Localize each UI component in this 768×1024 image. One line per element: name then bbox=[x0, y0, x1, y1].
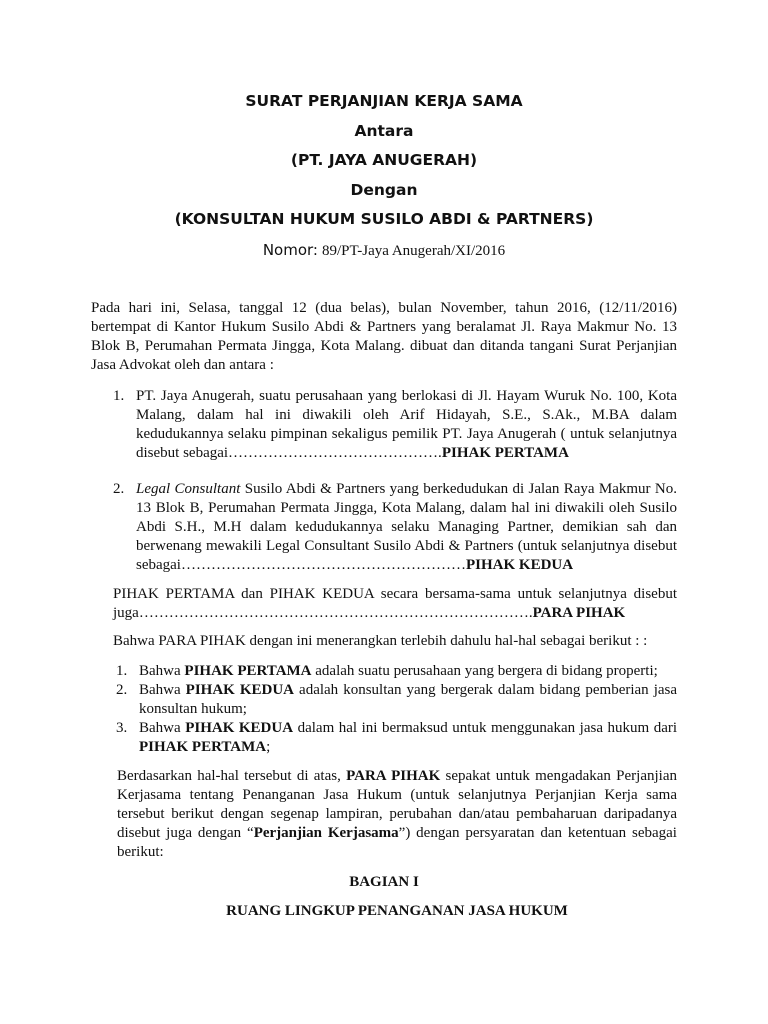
berdasarkan-bold1: PARA PIHAK bbox=[346, 768, 441, 784]
para-pihak-paragraph bbox=[113, 585, 677, 623]
party1-paragraph bbox=[136, 387, 677, 463]
bahwa-item2-bold: PIHAK KEDUA bbox=[185, 682, 295, 698]
party2-text: Susilo Abdi & Partners yang berkedudukan di Jalan Raya Makmur No. 13 Blok B, Perumahan Permata Jingga, Kota Malang, dalam hal ini diwakili oleh Susilo Abdi S.H., M.H dalam kedudukannya selaku Managing Partner, demikian sah dan berwenang mewakili Legal Consultant Susilo Abdi & Partners (untuk selanjutnya disebut sebagai………………………………………………… bbox=[136, 481, 677, 573]
bahwa-item2-number: 2. bbox=[116, 682, 128, 698]
nomor-value: 89/PT-Jaya Anugerah/XI/2016 bbox=[321, 243, 506, 259]
bahwa-intro: Bahwa PARA PIHAK dengan ini menerangkan terlebih dahulu hal-hal sebagai berikut : : bbox=[113, 633, 648, 649]
berdasarkan-mid: sepakat untuk mengadakan Perjanjian Kerjasama tentang Penanganan Jasa Hukum (untuk selanjutnya Perjanjian Kerja sama tersebut berikut dengan segenap lampiran, perubahan dan/atau pembaharuan daripadanya disebut juga dengan “ bbox=[117, 768, 677, 841]
bahwa-item1-post: adalah suatu perusahaan yang bergera di bidang properti; bbox=[311, 663, 658, 679]
party2-number: 2. bbox=[113, 481, 125, 497]
bahwa-item3-bold: PIHAK KEDUA bbox=[185, 720, 294, 736]
party2-heading: (KONSULTAN HUKUM SUSILO ABDI & PARTNERS) bbox=[174, 210, 594, 228]
bahwa-item3-pre: Bahwa bbox=[139, 720, 186, 736]
section-title: RUANG LINGKUP PENANGANAN JASA HUKUM bbox=[226, 903, 568, 919]
bahwa-item3-post2: ; bbox=[266, 739, 271, 755]
para-pihak-term: PARA PIHAK bbox=[532, 605, 626, 621]
party2-paragraph bbox=[136, 480, 677, 575]
bahwa-item1-number: 1. bbox=[116, 663, 128, 679]
bahwa-item3-number: 3. bbox=[116, 720, 128, 736]
bahwa-item1 bbox=[139, 662, 677, 681]
berdasarkan-post: ”) dengan persyaratan dan ketentuan sebagai berikut: bbox=[117, 825, 677, 860]
berdasarkan-paragraph bbox=[117, 767, 677, 862]
dengan-heading: Dengan bbox=[350, 181, 418, 199]
bahwa-item1-bold: PIHAK PERTAMA bbox=[184, 663, 312, 679]
document-title: SURAT PERJANJIAN KERJA SAMA bbox=[245, 92, 523, 110]
bahwa-item1-pre: Bahwa bbox=[139, 663, 185, 679]
party1-role: PIHAK PERTAMA bbox=[441, 445, 569, 461]
party1-number: 1. bbox=[113, 388, 125, 404]
berdasarkan-bold2: Perjanjian Kerjasama bbox=[253, 825, 399, 841]
para-pihak-line2: juga……………………………………………………………………. bbox=[113, 605, 533, 621]
party1-text: PT. Jaya Anugerah, suatu perusahaan yang berlokasi di Jl. Hayam Wuruk No. 100, Kota Malang, dalam hal ini diwakili oleh Arif Hidayah, S.E., S.Ak., M.BA dalam kedudukannya selaku pimpinan sekaligus pemilik PT. Jaya Anugerah ( untuk selanjutnya disebut sebagai……………………………………. bbox=[136, 388, 677, 461]
antara-heading: Antara bbox=[354, 122, 414, 140]
party1-heading: (PT. JAYA ANUGERAH) bbox=[290, 151, 478, 169]
bahwa-item3-post: dalam hal ini bermaksud untuk menggunakan jasa hukum dari bbox=[293, 720, 678, 736]
bahwa-item2-pre: Bahwa bbox=[139, 682, 186, 698]
bahwa-item2 bbox=[139, 681, 677, 719]
bahwa-item2-post: adalah konsultan yang bergerak dalam bidang pemberian jasa konsultan hukum; bbox=[139, 682, 678, 717]
section-heading: BAGIAN I bbox=[349, 874, 419, 890]
opening-paragraph: Pada hari ini, Selasa, tanggal 12 (dua belas), bulan November, tahun 2016, (12/11/2016) bertempat di Kantor Hukum Susilo Abdi & Partners yang beralamat Jl. Raya Makmur No. 13 Blok B, Perumahan Permata Jingga, Kota Malang. dibuat dan ditanda tangani Surat Perjanjian Jasa Advokat oleh dan antara : bbox=[91, 300, 677, 373]
party2-role: PIHAK KEDUA bbox=[465, 557, 574, 573]
nomor-label: Nomor: bbox=[262, 241, 318, 259]
para-pihak-line1: PIHAK PERTAMA dan PIHAK KEDUA secara bersama-sama untuk selanjutnya disebut bbox=[113, 586, 677, 602]
bahwa-item3 bbox=[139, 719, 677, 757]
party2-italic-term: Legal Consultant bbox=[136, 481, 241, 497]
berdasarkan-pre: Berdasarkan hal-hal tersebut di atas, bbox=[117, 768, 347, 784]
document-number bbox=[0, 240, 768, 261]
bahwa-item3-bold2: PIHAK PERTAMA bbox=[139, 739, 267, 755]
